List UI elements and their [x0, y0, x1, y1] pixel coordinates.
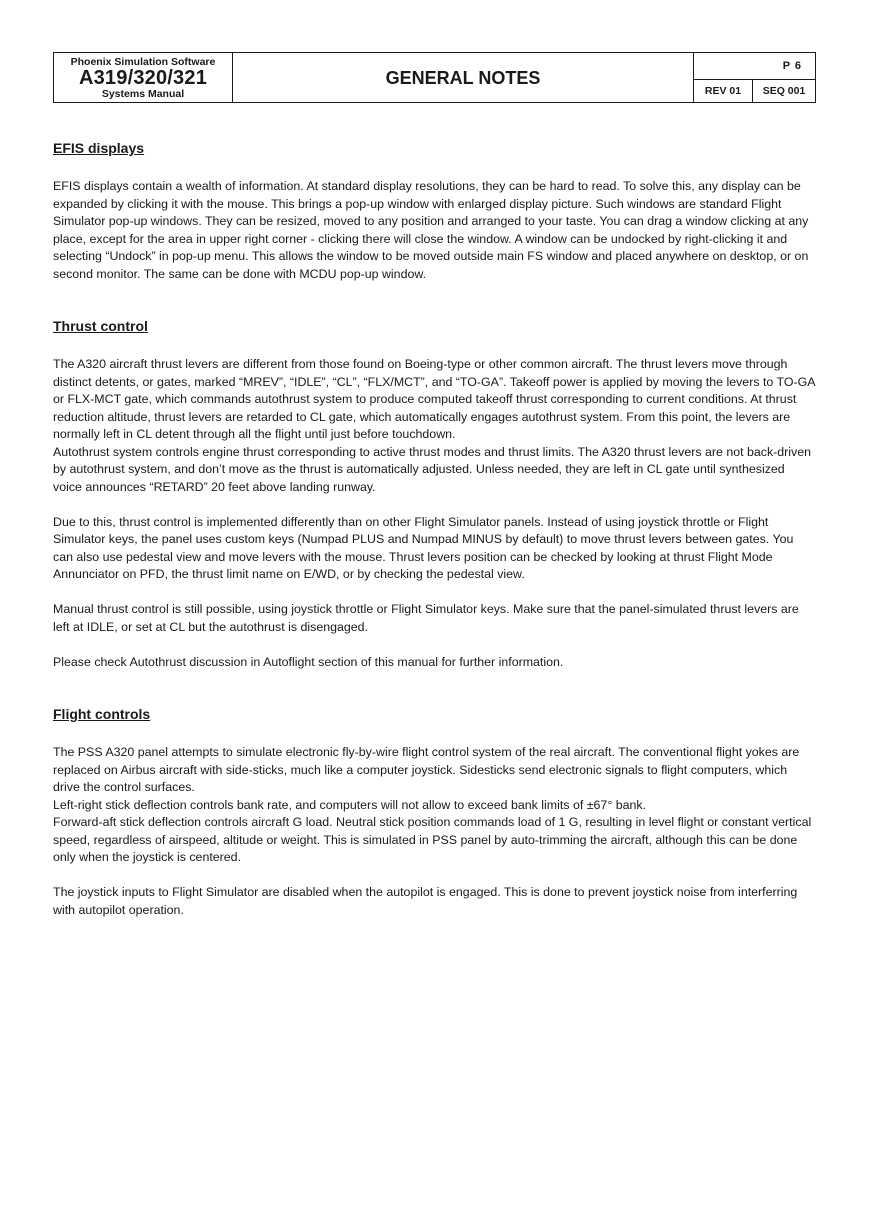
paragraph: Due to this, thrust control is implemented differently than on other Flight Simulator panels. Instead of using joystick throttle or Flight Simulator keys, the panel uses custom keys (Numpad PLUS and Numpad MINUS by default) to move thrust levers between gates. You can also use pedestal view and move levers with the mouse. Thrust levers position can be checked by looking at thrust Flight Mode Annunciator on PFD, the thrust limit name on E/WD, or by checking the pedestal view.	[53, 514, 794, 581]
company-name: Phoenix Simulation Software	[70, 55, 216, 68]
aircraft-model: A319/320/321	[78, 67, 208, 89]
section-heading: EFIS displays	[53, 140, 145, 156]
section-heading: Thrust control	[53, 318, 148, 334]
section-flight-controls	[53, 705, 815, 919]
sequence-number: SEQ 001	[762, 85, 806, 97]
paragraph: The joystick inputs to Flight Simulator are disabled when the autopilot is engaged. This is done to prevent joystick noise from interferring with autopilot operation.	[53, 885, 798, 917]
chapter-title: GENERAL NOTES	[233, 53, 694, 102]
paragraph: EFIS displays contain a wealth of information. At standard display resolutions, they can be hard to read. To solve this, any display can be expanded by clicking it with the mouse. This brings a pop-up window with enlarged display picture. Such windows are standard Flight Simulator pop-up windows. They can be resized, moved to any position and arranged to your taste. You can drag a window clicking at any place, except for the area in upper right corner - clicking there will close the window. A window can be undocked by right-clicking it and selecting “Undock” in pop-up menu. This allows the window to be moved outside main FS window and placed anywhere on desktop, or on second monitor. The same can be done with MCDU pop-up window.	[53, 179, 809, 281]
paragraph: Left-right stick deflection controls bank rate, and computers will not allow to exceed bank limits of ±67° bank.	[53, 797, 647, 812]
page-number: P 6	[694, 53, 815, 80]
paragraph: Forward-aft stick deflection controls aircraft G load. Neutral stick position commands load of 1 G, resulting in level flight or constant vertical speed, regardless of airspeed, altitude or weight. This is simulated in PSS panel by auto-trimming the aircraft, although this can be done only when the joystick is centered.	[53, 815, 812, 864]
header-brand-block	[54, 53, 233, 102]
section-efis-displays	[53, 139, 815, 283]
header-meta-block	[694, 53, 815, 102]
paragraph: Please check Autothrust discussion in Autoflight section of this manual for further information.	[53, 654, 564, 669]
paragraph: Manual thrust control is still possible, using joystick throttle or Flight Simulator keys. Make sure that the panel-simulated thrust levers are left at IDLE, or set at CL but the autothrust is disengaged.	[53, 602, 799, 634]
page-content	[53, 139, 815, 937]
section-heading: Flight controls	[53, 706, 151, 722]
paragraph: The A320 aircraft thrust levers are different from those found on Boeing-type or other common aircraft. The thrust levers move through distinct detents, or gates, marked “MREV”, “IDLE”, “CL”, “FLX/MCT”, and “TO-GA”. Takeoff power is applied by moving the levers to TO-GA or FLX-MCT gate, which commands autothrust system to produce computed takeoff thrust corresponding to current conditions. At thrust reduction altitude, thrust levers are retarded to CL gate, which automatically engages autothrust system. From this point, the levers are normally left in CL detent through all the flight until just before touchdown.	[53, 357, 815, 441]
manual-name: Systems Manual	[101, 88, 185, 100]
revision-number: REV 01	[694, 80, 753, 102]
paragraph: The PSS A320 panel attempts to simulate electronic fly-by-wire flight control system of the real aircraft. The conventional flight yokes are replaced on Airbus aircraft with side-sticks, much like a computer joystick. Sidesticks send electronic signals to flight computers, which drive the control surfaces.	[53, 745, 800, 794]
revision-row	[694, 80, 815, 102]
section-thrust-control	[53, 317, 815, 671]
page-header	[53, 52, 816, 103]
paragraph: Autothrust system controls engine thrust corresponding to active thrust modes and thrust limits. The A320 thrust levers are not back-driven by autothrust system, and don’t move as the thrust is automatically adjusted. Unless needed, they are left in CL gate until synthesized voice announces “RETARD” 20 feet above landing runway.	[53, 444, 812, 494]
